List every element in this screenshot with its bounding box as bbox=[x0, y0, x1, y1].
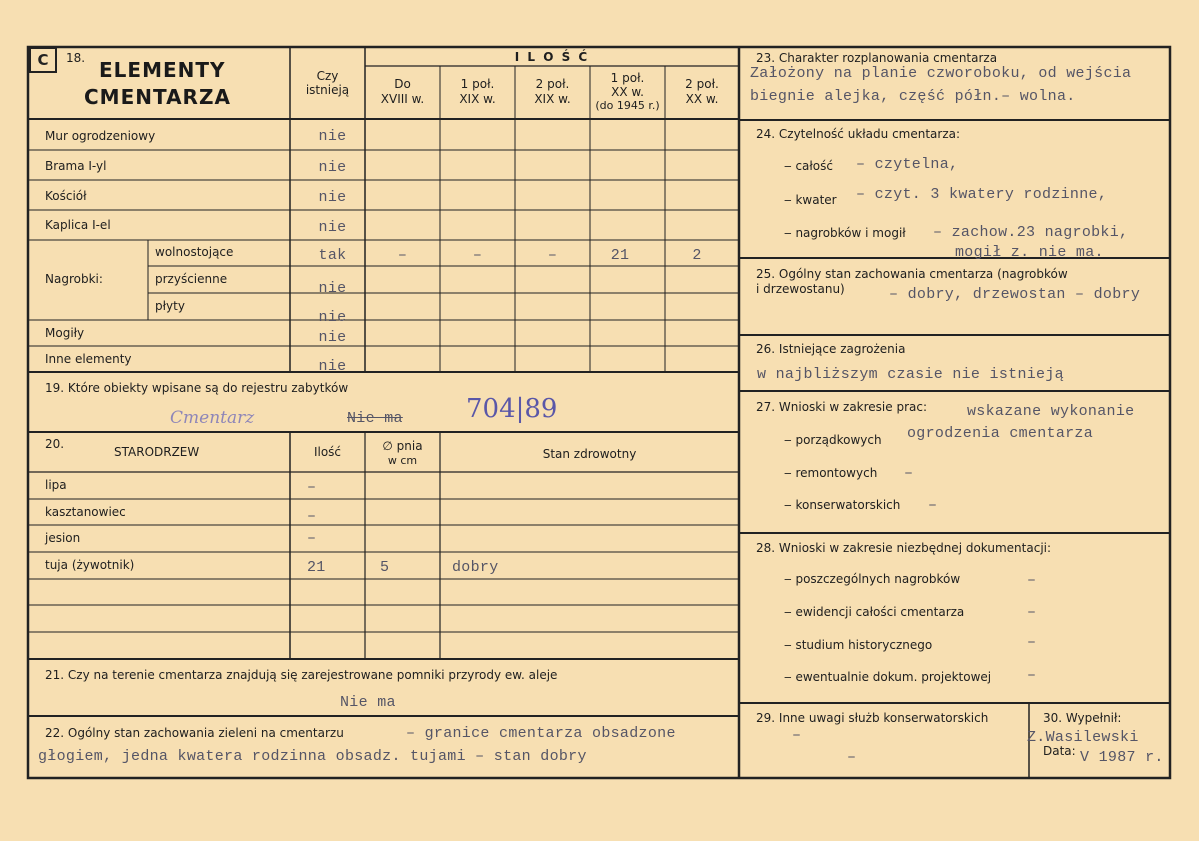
legibility-whole-value: ‒ czytelna, bbox=[856, 156, 959, 173]
section-22-label: 22. Ogólny stan zachowania zieleni na cmentarzu bbox=[45, 726, 344, 740]
row-label-freestanding: wolnostojące bbox=[155, 245, 234, 259]
tree-name-ash: jesion bbox=[45, 531, 81, 545]
filled-by-name: Z.Wasilewski bbox=[1027, 729, 1139, 746]
freestanding-xix2: ‒ bbox=[547, 247, 558, 264]
doc-gravestones-value: ‒ bbox=[1027, 572, 1037, 589]
row-value-chapel: nie bbox=[318, 219, 347, 236]
tree-health-thuja: dobry bbox=[452, 559, 499, 576]
section-25-label-line2: i drzewostanu) bbox=[756, 282, 845, 296]
tree-qty-ash: ‒ bbox=[307, 530, 317, 547]
row-label-church: Kościół bbox=[45, 189, 87, 203]
col-header-xx1-3: (do 1945 r.) bbox=[595, 99, 660, 112]
works-conservation-value: ‒ bbox=[928, 497, 938, 514]
section-26-label: 26. Istniejące zagrożenia bbox=[756, 342, 906, 356]
legibility-graves-label: ‒ nagrobków i mogił bbox=[784, 226, 906, 240]
legibility-whole-label: ‒ całość bbox=[784, 159, 834, 173]
section-28-label: 28. Wnioski w zakresie niezbędnej dokumentacji: bbox=[756, 541, 1052, 555]
section-18-title-line1: ELEMENTY bbox=[99, 58, 226, 82]
works-conservation-label: ‒ konserwatorskich bbox=[784, 498, 901, 512]
section-21-value: Nie ma bbox=[340, 694, 396, 711]
date-value: V 1987 r. bbox=[1080, 749, 1164, 766]
section-22-value-line1: ‒ granice cmentarza obsadzone bbox=[406, 725, 676, 742]
tree-qty-linden: ‒ bbox=[307, 479, 317, 496]
col-header-xix1-2: XIX w. bbox=[459, 92, 496, 106]
col-header-quantity: I L O Ś Ć bbox=[514, 50, 590, 64]
row-value-slabs: nie bbox=[318, 309, 347, 326]
section-30-label: 30. Wypełnił: bbox=[1043, 711, 1122, 725]
row-value-freestanding: tak bbox=[318, 247, 347, 264]
works-cleanup-label: ‒ porządkowych bbox=[784, 433, 882, 447]
section-letter: C bbox=[29, 47, 57, 73]
doc-history-label: ‒ studium historycznego bbox=[784, 638, 933, 652]
doc-inventory-value: ‒ bbox=[1027, 604, 1037, 621]
row-label-wall-mounted: przyścienne bbox=[155, 272, 228, 286]
doc-project-label: ‒ ewentualnie dokum. projektowej bbox=[784, 670, 992, 684]
section-23-label: 23. Charakter rozplanowania cmentarza bbox=[756, 51, 998, 65]
doc-history-value: ‒ bbox=[1027, 634, 1037, 651]
col-header-xix2-2: XIX w. bbox=[534, 92, 571, 106]
works-repair-value: ‒ bbox=[904, 465, 914, 482]
section-29-label: 29. Inne uwagi służb konserwatorskich bbox=[756, 711, 989, 725]
col-header-xx1-1: 1 poł. bbox=[610, 71, 645, 85]
doc-gravestones-label: ‒ poszczególnych nagrobków bbox=[784, 572, 961, 586]
doc-inventory-label: ‒ ewidencji całości cmentarza bbox=[784, 605, 965, 619]
col-header-xx1-2: XX w. bbox=[611, 85, 644, 99]
row-value-church: nie bbox=[318, 189, 347, 206]
row-label-other: Inne elementy bbox=[45, 352, 132, 366]
tree-qty-thuja: 21 bbox=[307, 559, 326, 576]
col-header-trunk-diam-2: w cm bbox=[387, 454, 418, 467]
tree-name-linden: lipa bbox=[45, 478, 67, 492]
date-label: Data: bbox=[1043, 744, 1076, 758]
section-23-value-line1: Założony na planie czworoboku, od wejścia bbox=[750, 65, 1132, 82]
col-header-xviii-2: XVIII w. bbox=[380, 92, 425, 106]
row-label-gravestones: Nagrobki: bbox=[45, 272, 103, 286]
section-27-label: 27. Wnioski w zakresie prac: bbox=[756, 400, 928, 414]
legibility-graves-value: ‒ zachow.23 nagrobki, bbox=[933, 224, 1129, 241]
row-label-gate: Brama I-yl bbox=[45, 159, 107, 173]
tree-name-chestnut: kasztanowiec bbox=[45, 505, 126, 519]
row-value-graves: nie bbox=[318, 329, 347, 346]
row-label-slabs: płyty bbox=[155, 299, 185, 313]
section-27-value-line2: ogrodzenia cmentarza bbox=[907, 425, 1094, 442]
section-19-value: Nie ma bbox=[347, 410, 403, 427]
section-19-register-number: 704|89 bbox=[466, 394, 558, 424]
section-21-label: 21. Czy na terenie cmentarza znajdują się zarejestrowane pomniki przyrody ew. aleje bbox=[45, 668, 558, 682]
row-value-wall: nie bbox=[318, 128, 347, 145]
row-label-wall: Mur ogrodzeniowy bbox=[45, 129, 156, 143]
row-value-wall-mounted: nie bbox=[318, 280, 347, 297]
section-18-number: 18. bbox=[66, 51, 86, 65]
legibility-quarters-label: ‒ kwater bbox=[784, 193, 837, 207]
section-22-value-line2: głogiem, jedna kwatera rodzinna obsadz. tujami ‒ stan dobry bbox=[38, 748, 587, 765]
col-header-xix2-1: 2 poł. bbox=[535, 77, 570, 91]
col-header-exists-2: istnieją bbox=[305, 83, 350, 97]
doc-project-value: ‒ bbox=[1027, 667, 1037, 684]
col-header-xx2-1: 2 poł. bbox=[685, 77, 719, 91]
legibility-graves-value-extra: mogił z. nie ma. bbox=[955, 244, 1104, 261]
section-26-value: w najbliższym czasie nie istnieją bbox=[757, 366, 1064, 383]
row-label-graves: Mogiły bbox=[45, 326, 85, 340]
section-20-number: 20. bbox=[45, 437, 65, 451]
row-label-chapel: Kaplica I-el bbox=[45, 218, 111, 232]
row-value-other: nie bbox=[318, 358, 347, 375]
section-18-title-line2: CMENTARZA bbox=[84, 85, 231, 109]
col-header-xix1-1: 1 poł. bbox=[460, 77, 495, 91]
section-29-value-2: ‒ bbox=[847, 749, 857, 766]
legibility-quarters-value: ‒ czyt. 3 kwatery rodzinne, bbox=[856, 186, 1108, 203]
tree-name-thuja: tuja (żywotnik) bbox=[45, 558, 135, 572]
col-header-trunk-diam-1: ∅ pnia bbox=[382, 439, 423, 453]
col-header-tree-qty: Ilość bbox=[313, 445, 342, 459]
tree-qty-chestnut: ‒ bbox=[307, 508, 317, 525]
section-25-value: ‒ dobry, drzewostan ‒ dobry bbox=[889, 286, 1141, 303]
works-repair-label: ‒ remontowych bbox=[784, 466, 878, 480]
col-header-health: Stan zdrowotny bbox=[542, 447, 637, 461]
freestanding-xviii: ‒ bbox=[397, 247, 408, 264]
tree-diam-thuja: 5 bbox=[380, 559, 390, 576]
section-27-value-line1: wskazane wykonanie bbox=[967, 403, 1135, 420]
section-19-label: 19. Które obiekty wpisane są do rejestru zabytków bbox=[45, 381, 349, 395]
row-value-gate: nie bbox=[318, 159, 347, 176]
section-23-value-line2: biegnie alejka, część półn.‒ wolna. bbox=[750, 88, 1076, 105]
section-29-value-1: ‒ bbox=[792, 727, 802, 744]
col-header-xviii-1: Do bbox=[394, 77, 411, 91]
section-25-label-line1: 25. Ogólny stan zachowania cmentarza (nagrobków bbox=[756, 267, 1068, 281]
section-19-handwritten-note: Cmentarz bbox=[170, 408, 255, 428]
col-header-xx2-2: XX w. bbox=[685, 92, 719, 106]
col-header-exists-1: Czy bbox=[316, 69, 339, 83]
section-24-label: 24. Czytelność układu cmentarza: bbox=[756, 127, 961, 141]
freestanding-xx2: 2 bbox=[692, 247, 702, 264]
freestanding-xix1: ‒ bbox=[472, 247, 483, 264]
section-20-title: STARODRZEW bbox=[114, 445, 200, 459]
freestanding-xx1: 21 bbox=[610, 247, 630, 264]
